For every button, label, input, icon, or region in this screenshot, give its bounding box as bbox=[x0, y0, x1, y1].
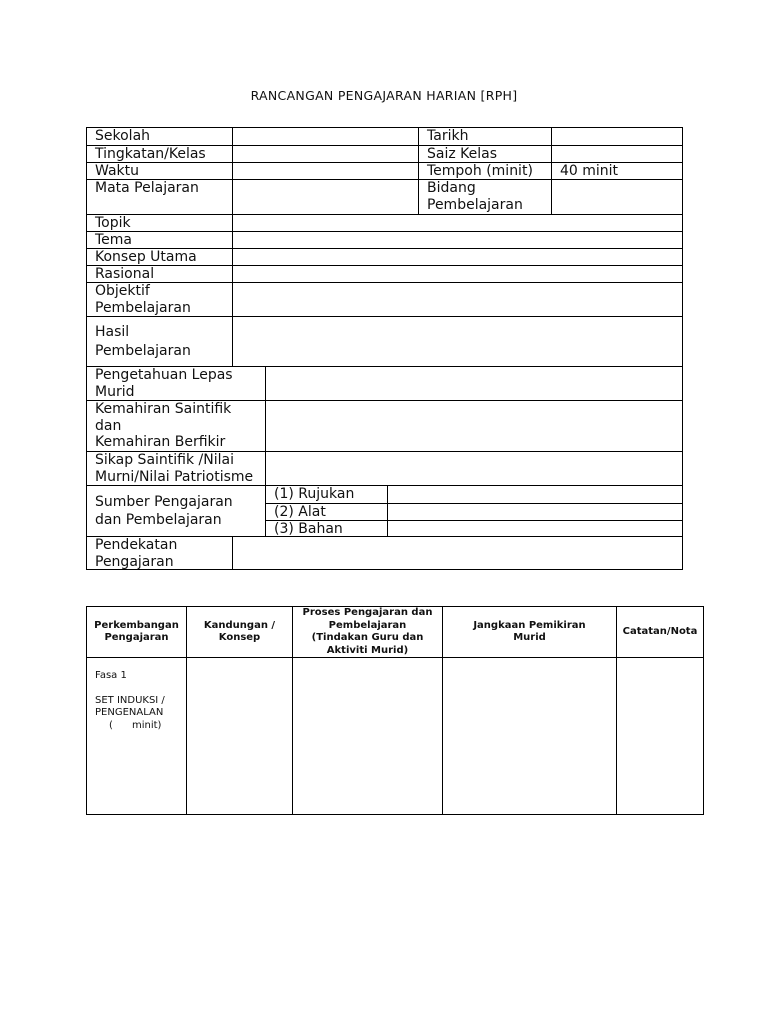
lesson-plan-header bbox=[87, 607, 703, 658]
label-kemahiran-line1: Kemahiran Saintifik bbox=[95, 401, 232, 417]
label-kemahiran-line2: dan bbox=[95, 417, 122, 434]
label-bidang-line2: Pembelajaran bbox=[427, 196, 523, 213]
header-proses-line1: Proses Pengajaran dan bbox=[302, 607, 433, 618]
label-pengetahuan-lepas bbox=[87, 367, 265, 400]
label-pendekatan-line2: Pengajaran bbox=[95, 553, 174, 569]
label-pendekatan bbox=[87, 537, 232, 569]
lesson-plan-body bbox=[87, 658, 703, 814]
field-bahan[interactable] bbox=[387, 521, 682, 538]
row-sikap bbox=[87, 451, 682, 485]
label-sumber-line1: Sumber Pengajaran bbox=[95, 494, 233, 510]
row-rasional bbox=[87, 265, 682, 282]
label-objektif-line1: Objektif bbox=[95, 283, 150, 299]
field-bidang-pembelajaran[interactable] bbox=[551, 180, 682, 214]
label-waktu: Waktu bbox=[95, 163, 139, 179]
label-mata-pelajaran: Mata Pelajaran bbox=[95, 180, 199, 196]
label-sekolah: Sekolah bbox=[95, 128, 151, 144]
label-sumber-line2: dan Pembelajaran bbox=[95, 511, 222, 528]
label-hasil-line1: Hasil bbox=[95, 324, 130, 340]
label-objektif-line2: Pembelajaran bbox=[95, 299, 191, 316]
label-rasional: Rasional bbox=[95, 266, 155, 282]
field-sekolah[interactable] bbox=[232, 128, 418, 145]
subrow-alat bbox=[266, 503, 682, 520]
label-kemahiran-line3: Kemahiran Berfikir bbox=[95, 434, 226, 450]
field-pendekatan[interactable] bbox=[232, 537, 682, 569]
label-pendekatan-line1: Pendekatan bbox=[95, 537, 178, 553]
header-catatan: Catatan/Nota bbox=[616, 607, 703, 657]
document-title: RANCANGAN PENGAJARAN HARIAN [RPH] bbox=[250, 88, 518, 103]
label-hasil-line2: Pembelajaran bbox=[95, 342, 191, 359]
label-sikap-line1: Sikap Saintifik /Nilai bbox=[95, 452, 234, 468]
label-bidang-pembelajaran bbox=[418, 180, 551, 214]
row-tingkatan bbox=[87, 145, 682, 162]
header-jangkaan-line2: Murid bbox=[513, 632, 546, 643]
label-pengetahuan-line1: Pengetahuan Lepas bbox=[95, 367, 233, 383]
cell-jangkaan[interactable] bbox=[442, 658, 616, 814]
header-proses-line2: Pembelajaran bbox=[328, 619, 407, 631]
header-proses bbox=[292, 607, 442, 657]
row-topik bbox=[87, 214, 682, 231]
row-pengetahuan bbox=[87, 366, 682, 400]
field-topik[interactable] bbox=[232, 215, 682, 231]
subrow-bahan bbox=[266, 520, 682, 538]
cell-fasa-1[interactable] bbox=[87, 658, 186, 814]
label-rujukan: (1) Rujukan bbox=[274, 486, 355, 502]
row-objektif bbox=[87, 282, 682, 316]
row-sekolah bbox=[87, 128, 682, 145]
cell-catatan[interactable] bbox=[616, 658, 703, 814]
label-bidang-line1: Bidang bbox=[427, 180, 476, 196]
label-sikap-line2: Murni/Nilai Patriotisme bbox=[95, 468, 254, 485]
field-mata-pelajaran[interactable] bbox=[232, 180, 418, 214]
field-rasional[interactable] bbox=[232, 266, 682, 282]
label-tarikh: Tarikh bbox=[418, 128, 551, 145]
rph-info-table bbox=[86, 127, 683, 570]
header-kandungan-line1: Kandungan / bbox=[203, 619, 276, 631]
field-alat[interactable] bbox=[387, 504, 682, 520]
cell-kandungan[interactable] bbox=[186, 658, 292, 814]
header-proses-line4: Aktiviti Murid) bbox=[326, 644, 409, 656]
header-kandungan-line2: Konsep bbox=[218, 632, 261, 643]
label-alat: (2) Alat bbox=[274, 503, 326, 520]
sumber-subtable bbox=[265, 486, 682, 536]
label-tema: Tema bbox=[95, 232, 133, 248]
field-kemahiran[interactable] bbox=[265, 401, 682, 451]
header-jangkaan bbox=[442, 607, 616, 657]
field-saiz-kelas[interactable] bbox=[551, 146, 682, 162]
row-tema bbox=[87, 231, 682, 248]
row-waktu bbox=[87, 162, 682, 179]
set-induksi-label: SET INDUKSI / bbox=[95, 694, 165, 706]
pengenalan-label: PENGENALAN bbox=[95, 707, 164, 718]
subrow-rujukan bbox=[266, 486, 682, 503]
field-objektif[interactable] bbox=[232, 283, 682, 316]
row-hasil bbox=[87, 316, 682, 366]
fasa-label: Fasa 1 bbox=[95, 670, 127, 681]
header-kandungan bbox=[186, 607, 292, 657]
label-tingkatan: Tingkatan/Kelas bbox=[95, 146, 206, 162]
header-jangkaan-line1: Jangkaan Pemikiran bbox=[473, 619, 586, 631]
field-waktu[interactable] bbox=[232, 163, 418, 179]
label-kemahiran bbox=[87, 401, 265, 451]
row-konsep bbox=[87, 248, 682, 265]
label-bahan: (3) Bahan bbox=[274, 520, 343, 537]
header-perkembangan bbox=[87, 607, 186, 657]
lesson-plan-table bbox=[86, 606, 704, 815]
field-tingkatan[interactable] bbox=[232, 146, 418, 162]
field-rujukan[interactable] bbox=[387, 486, 682, 503]
field-hasil[interactable] bbox=[232, 317, 682, 366]
label-topik: Topik bbox=[95, 215, 131, 231]
label-sikap bbox=[87, 452, 265, 485]
label-saiz-kelas: Saiz Kelas bbox=[418, 146, 551, 162]
row-mata-pelajaran bbox=[87, 179, 682, 214]
label-sumber bbox=[87, 486, 265, 536]
field-tema[interactable] bbox=[232, 232, 682, 248]
field-konsep-utama[interactable] bbox=[232, 249, 682, 265]
label-hasil bbox=[87, 317, 232, 366]
cell-proses[interactable] bbox=[292, 658, 442, 814]
label-pengetahuan-line2: Murid bbox=[95, 383, 135, 400]
label-objektif bbox=[87, 283, 232, 316]
label-konsep-utama: Konsep Utama bbox=[95, 249, 197, 265]
row-pendekatan bbox=[87, 536, 682, 569]
minit-label: ( minit) bbox=[109, 719, 162, 731]
label-tempoh: Tempoh (minit) bbox=[418, 163, 551, 179]
field-tempoh[interactable]: 40 minit bbox=[551, 163, 682, 179]
header-proses-line3: (Tindakan Guru dan bbox=[311, 632, 424, 643]
row-sumber bbox=[87, 485, 682, 536]
header-perkembangan-line1: Perkembangan bbox=[94, 619, 179, 631]
field-pengetahuan-lepas[interactable] bbox=[265, 367, 682, 400]
row-kemahiran bbox=[87, 400, 682, 451]
field-sikap[interactable] bbox=[265, 452, 682, 485]
field-tarikh[interactable] bbox=[551, 128, 682, 145]
header-perkembangan-line2: Pengajaran bbox=[104, 632, 169, 643]
